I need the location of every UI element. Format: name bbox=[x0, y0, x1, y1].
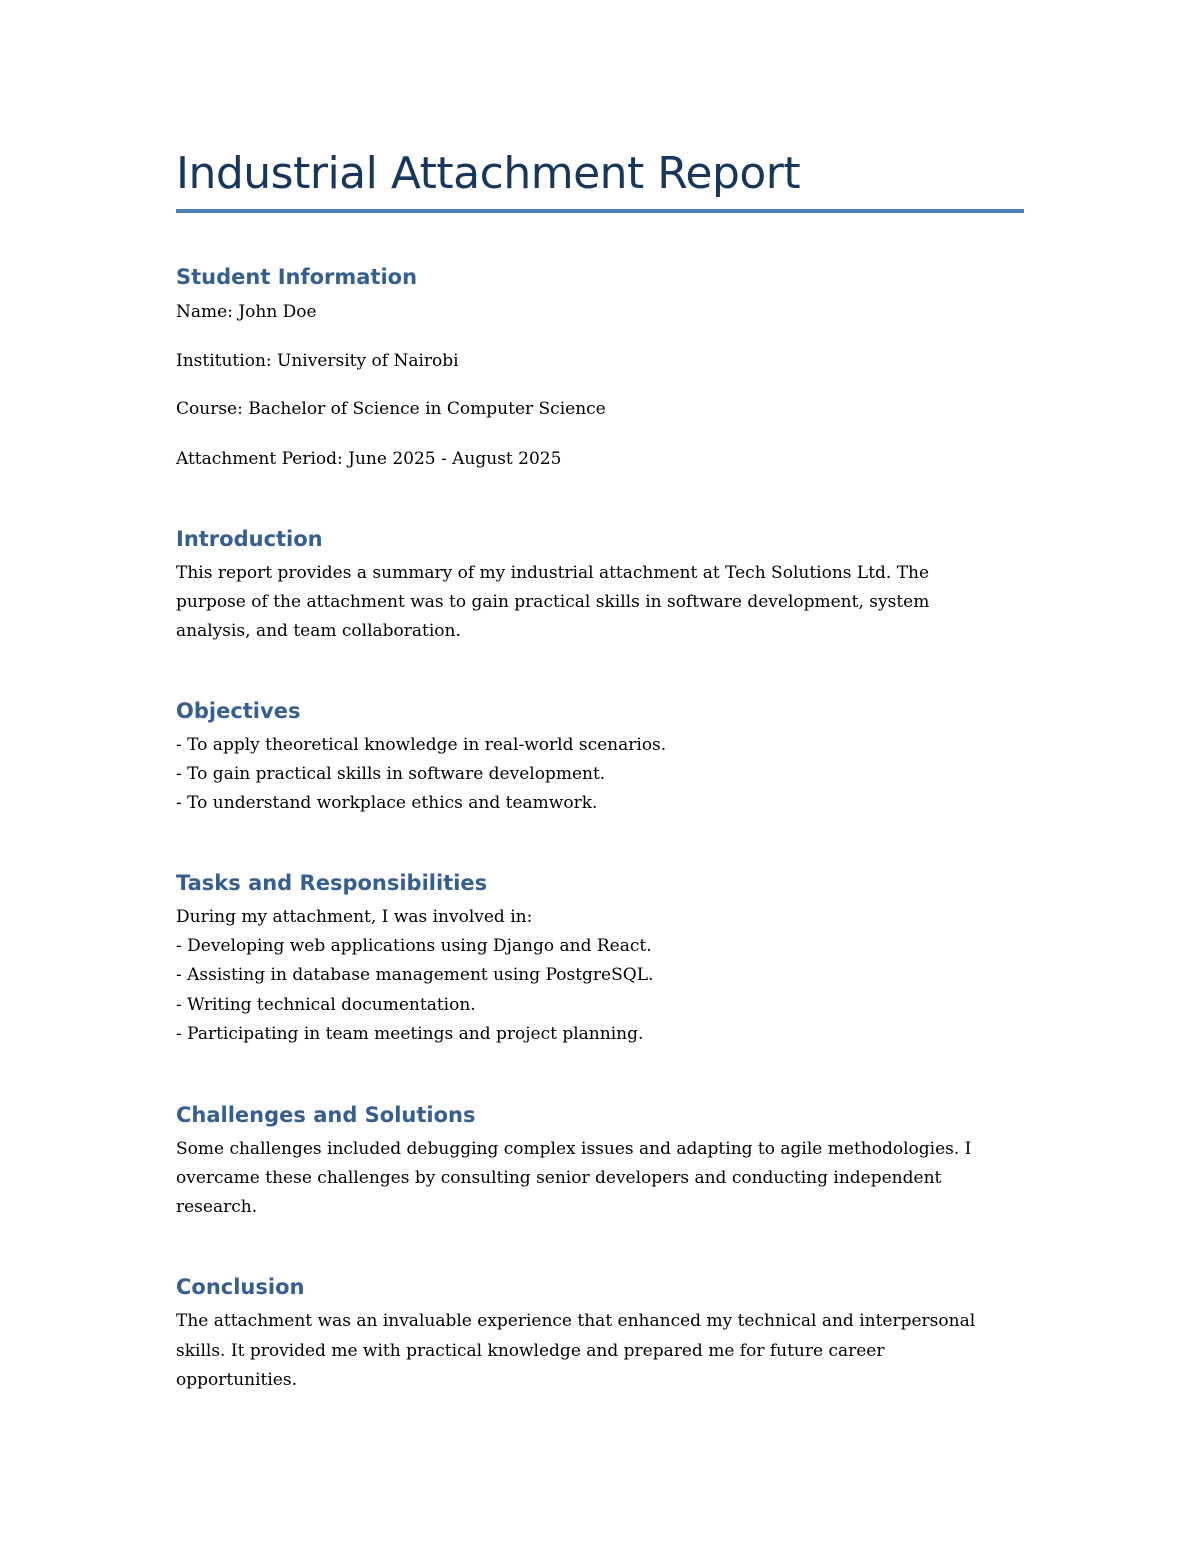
conclusion-heading: Conclusion bbox=[176, 1275, 305, 1299]
challenges-heading: Challenges and Solutions bbox=[176, 1103, 476, 1127]
conclusion-line: The attachment was an invaluable experience that enhanced my technical and interpersonal bbox=[176, 1311, 976, 1331]
objective-item: - To understand workplace ethics and teamwork. bbox=[176, 793, 598, 813]
challenges-line: overcame these challenges by consulting senior developers and conducting independent bbox=[176, 1168, 942, 1188]
student-course: Course: Bachelor of Science in Computer Science bbox=[176, 399, 606, 419]
conclusion-line: skills. It provided me with practical knowledge and prepared me for future career bbox=[176, 1341, 885, 1361]
conclusion-line: opportunities. bbox=[176, 1370, 297, 1390]
objectives-heading: Objectives bbox=[176, 699, 301, 723]
document-title: Industrial Attachment Report bbox=[176, 148, 801, 199]
student-information-heading: Student Information bbox=[176, 265, 418, 289]
student-institution: Institution: University of Nairobi bbox=[176, 351, 459, 371]
tasks-heading: Tasks and Responsibilities bbox=[176, 871, 488, 895]
introduction-line: analysis, and team collaboration. bbox=[176, 621, 461, 641]
introduction-heading: Introduction bbox=[176, 527, 323, 551]
introduction-line: This report provides a summary of my industrial attachment at Tech Solutions Ltd. The bbox=[176, 563, 930, 583]
task-item: - Assisting in database management using PostgreSQL. bbox=[176, 965, 654, 985]
tasks-intro: During my attachment, I was involved in: bbox=[176, 907, 533, 927]
attachment-period: Attachment Period: June 2025 - August 2025 bbox=[176, 449, 562, 469]
objective-item: - To apply theoretical knowledge in real-world scenarios. bbox=[176, 735, 667, 755]
challenges-line: research. bbox=[176, 1197, 258, 1217]
task-item: - Developing web applications using Django and React. bbox=[176, 936, 652, 956]
student-name: Name: John Doe bbox=[176, 302, 317, 322]
objective-item: - To gain practical skills in software development. bbox=[176, 764, 606, 784]
title-underline bbox=[176, 209, 1024, 213]
task-item: - Writing technical documentation. bbox=[176, 995, 476, 1015]
task-item: - Participating in team meetings and project planning. bbox=[176, 1024, 644, 1044]
challenges-line: Some challenges included debugging complex issues and adapting to agile methodologies. I bbox=[176, 1139, 972, 1159]
introduction-line: purpose of the attachment was to gain practical skills in software development, system bbox=[176, 592, 930, 612]
